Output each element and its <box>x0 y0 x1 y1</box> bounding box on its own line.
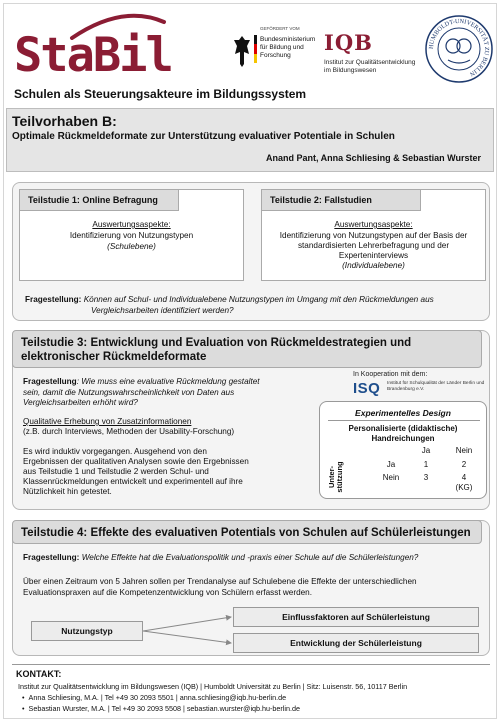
frage12-label: Fragestellung: <box>25 295 82 304</box>
ts3-quali-text: (z.B. durch Interviews, Methoden der Usability-Forschung) <box>23 427 235 436</box>
ts3-frage-text3: Vergleichsarbeiten erhöht wird? <box>23 398 138 407</box>
design-head <box>320 424 486 444</box>
stabil-logo <box>12 10 242 90</box>
design-row1-v2: 2 <box>461 460 467 469</box>
design-row-label1: Unter- <box>327 465 336 489</box>
iqb-text: Institut zur Qualitätsentwicklung im Bildungswesen <box>324 59 416 74</box>
kontakt-divider <box>12 664 490 665</box>
isq-text: Institut für Schulqualität der Länder Berlin und Brandenburg e.V. <box>387 381 485 392</box>
flag-icon <box>254 35 257 63</box>
ts1-aspect-label: Auswertungsaspekte: <box>92 220 171 229</box>
design-title: Experimentelles Design <box>355 408 451 418</box>
teilstudie4-head: Teilstudie 4: Effekte des evaluativen Potentials von Schulen auf Schülerleistungen <box>12 520 482 544</box>
ts3-frage-text2: sein, damit die Nutzungswahrscheinlichkeit von Daten aus <box>23 387 235 397</box>
ts3-induktiv-4: Klassenrückmeldungen entwickelt und experimentell auf ihre <box>23 477 243 486</box>
design-row2-v1: 3 <box>423 473 429 482</box>
ts2-aspect-text2: standardisierten Lehrerbefragung und der <box>297 241 450 250</box>
ts4-para1: Über einen Zeitraum von 5 Jahren sollen per Trendanalyse auf Schulebene die Effekte der unterschiedlichen <box>23 577 417 586</box>
design-divider <box>328 420 480 421</box>
section-teilstudie-3 <box>12 330 490 510</box>
isq-logo-text: ISQ <box>353 380 381 397</box>
design-head2: Handreichungen <box>371 434 435 443</box>
logo-text: StaBil <box>14 28 172 83</box>
frage12-text1: Können auf Schul- und Individualebene Nutzungstypen im Umgang mit den Rückmeldungen aus <box>83 295 434 304</box>
ts4-fragestellung <box>23 553 483 564</box>
header <box>4 4 496 106</box>
ts2-aspect-text1: Identifizierung von Nutzungstypen auf der Basis der <box>279 231 468 240</box>
effect-box-einfluss: Einflussfaktoren auf Schülerleistung <box>233 607 479 627</box>
frage12-text2: Vergleichsarbeiten identifiziert werden? <box>91 305 234 315</box>
bmbf-small: GEFÖRDERT VOM <box>260 26 300 31</box>
title-band <box>6 108 494 172</box>
section-teilstudie-4 <box>12 520 490 656</box>
teilstudie2-head: Teilstudie 2: Fallstudien <box>261 189 421 211</box>
design-row1-label: Ja <box>386 460 396 469</box>
ts3-head-line1: Teilstudie 3: Entwicklung und Evaluation von Rückmeldestrategien und <box>21 337 412 349</box>
kontakt-person-1: • Anna Schliesing, M.A. | Tel +49 30 2093 5501 | anna.schliesing@iqb.hu-berlin.de <box>22 693 300 704</box>
hu-seal-icon <box>424 14 494 84</box>
ts3-frage-text1: : Wie muss eine evaluative Rückmeldung gestaltet <box>76 377 260 386</box>
title-main: Teilvorhaben B: <box>12 113 117 129</box>
teilstudie1-head: Teilstudie 1: Online Befragung <box>19 189 179 211</box>
ts4-frage-label: Fragestellung: <box>23 553 80 562</box>
design-row1-v1: 1 <box>423 460 429 469</box>
ts3-induktiv-2: Ergebnissen der qualitativen Analysen sowie den Ergebnissen <box>23 457 249 466</box>
kontakt-title: KONTAKT: <box>16 669 62 679</box>
ts1-aspect-level: (Schulebene) <box>107 242 156 251</box>
ts2-aspect-text3: Experteninterviews <box>338 251 409 260</box>
kontakt-address: Institut zur Qualitätsentwicklung im Bildungswesen (IQB) | Humboldt Universität zu Berlin | Sitz: Luisenstr. 56, 10117 Berlin <box>18 682 408 691</box>
title-sub: Optimale Rückmeldeformate zur Unterstützung evaluativer Potentiale in Schulen <box>12 131 395 142</box>
fragestellung-12 <box>25 295 485 316</box>
ts2-aspect-label: Auswertungsaspekte: <box>334 220 413 229</box>
teilstudie1-card <box>19 189 244 281</box>
iqb-logo-text: IQB <box>324 30 373 55</box>
ts3-induktiv-1: Es wird induktiv vorgegangen. Ausgehend von den <box>23 447 207 456</box>
ts3-fragestellung <box>23 377 313 409</box>
nutzungstyp-box: Nutzungstyp <box>31 621 143 641</box>
design-row2-v2: 4 <box>461 473 467 482</box>
poster <box>3 3 497 719</box>
kontakt-person-2: • Sebastian Wurster, M.A. | Tel +49 30 2093 5508 | sebastian.wurster@iqb.hu-berlin.de <box>22 704 300 715</box>
kontakt-section <box>12 664 490 718</box>
eagle-icon <box>232 34 252 68</box>
teilstudie3-head <box>12 330 482 368</box>
title-authors: Anand Pant, Anna Schliesing & Sebastian Wurster <box>265 153 481 163</box>
effect-box-entwicklung: Entwicklung der Schülerleistung <box>233 633 479 653</box>
teilstudie2-card <box>261 189 486 281</box>
ts3-induktiv-3: aus Teilstudie 1 und Teilstudie 2 werden Schul- und <box>23 467 209 476</box>
ts3-quali-title: Qualitative Erhebung von Zusatzinformationen <box>23 417 192 426</box>
design-col-nein: Nein <box>455 446 473 455</box>
design-head1: Personalisierte (didaktische) <box>348 424 458 433</box>
design-col-ja: Ja <box>421 446 431 455</box>
svg-text:HUMBOLDT-UNIVERSITÄT ZU BERLIN: HUMBOLDT-UNIVERSITÄT ZU BERLIN <box>427 17 491 78</box>
logo-subtitle: Schulen als Steuerungsakteure im Bildungssystem <box>14 87 307 101</box>
design-row-label <box>328 458 368 494</box>
bmbf-text: Bundesministerium für Bildung und Forschung <box>260 36 316 59</box>
design-row2-label: Nein <box>382 473 400 482</box>
ts1-aspect-text: Identifizierung von Nutzungstypen <box>69 231 194 240</box>
isq-top: In Kooperation mit dem: <box>353 371 428 378</box>
experimental-design <box>319 401 487 499</box>
ts4-frage-text: Welche Effekte hat die Evaluationspolitik und -praxis einer Schule auf die Schülerleistungen? <box>81 553 419 562</box>
design-row-label2: stützung <box>335 461 344 493</box>
iqb-logo <box>324 32 419 76</box>
kontakt-list <box>22 693 300 714</box>
design-kg: (KG) <box>455 483 473 492</box>
ts3-frage-label: Fragestellung <box>23 377 77 386</box>
section-teilstudie-1-2 <box>12 182 490 321</box>
arrows-icon <box>143 611 235 651</box>
isq-logo <box>353 371 488 399</box>
ts3-head-line2: elektronischer Rückmeldeformate <box>21 351 207 363</box>
ts4-para2: Evaluationspraxen auf die Kompetenzentwicklung von Schülern erfasst werden. <box>23 588 313 597</box>
bmbf-logo <box>232 26 314 74</box>
ts3-induktiv-5: Nützlichkeit hin getestet. <box>23 487 112 496</box>
ts2-aspect-level: (Individualebene) <box>342 261 405 270</box>
